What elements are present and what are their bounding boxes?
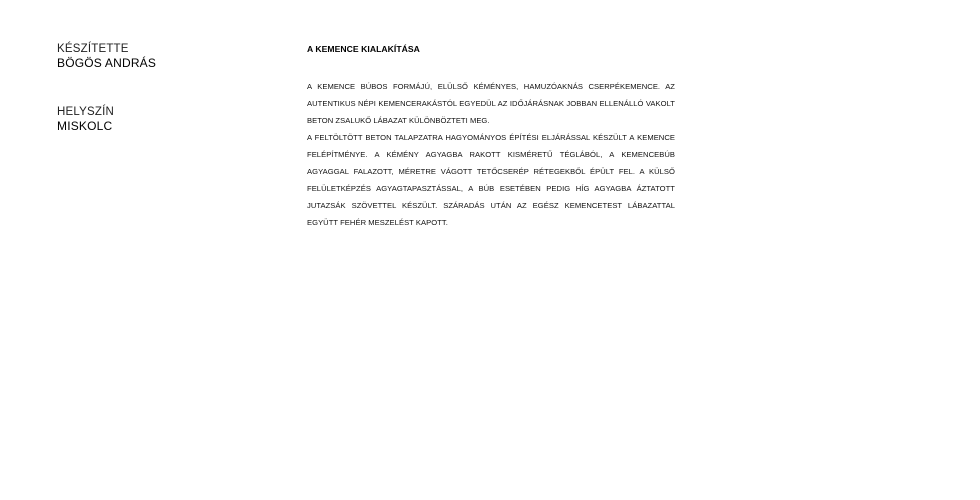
author-name: BÖGÖS ANDRÁS [57, 56, 157, 70]
location-label: HELYSZÍN [57, 106, 114, 118]
description-section [307, 43, 675, 231]
location-name: MISKOLC [57, 119, 113, 133]
meta-spacer [57, 91, 257, 105]
description-paragraph-2: A FELTÖLTÖTT BETON TALAPZATRA HAGYOMÁNYOS ÉPÍTÉSI ELJÁRÁSSAL KÉSZÜLT A KEMENCE FELÉPÍTMÉNYE. A KÉMÉNY AGYAGBA RAKOTT KISMÉRETŰ TÉGLÁBÓL, A KEMENCEBÚB AGYAGGAL FALAZOTT, MÉRETRE VÁGOTT TETŐCSERÉP RÉTEGEKBŐL ÉPÜLT FEL. A KÜLSŐ FELÜLETKÉPZÉS AGYAGTAPASZTÁSSAL, A BÚB ESETÉBEN PEDIG HÍG AGYAGBA ÁZTATOTT JUTAZSÁK SZÖVETTEL KÉSZÜLT. SZÁRADÁS UTÁN AZ EGÉSZ KEMENCETEST LÁBAZATTAL EGYÜTT FEHÉR MESZELÉST KAPOTT. [307, 133, 675, 227]
location-block [57, 105, 257, 134]
description-paragraph-1: A KEMENCE BÚBOS FORMÁJÚ, ELÜLSŐ KÉMÉNYES, HAMUZÓAKNÁS CSERPÉKEMENCE. AZ AUTENTIKUS NÉPI KEMENCERAKÁSTÓL EGYEDÜL AZ IDŐJÁRÁSNAK JOBBAN ELLENÁLLÓ VAKOLT BETON ZSALUKŐ LÁBAZAT KÜLÖNBÖZTETI MEG. [307, 82, 675, 125]
author-block [57, 42, 257, 71]
project-meta [57, 42, 257, 154]
author-label: KÉSZÍTETTE [57, 43, 129, 55]
section-title: A KEMENCE KIALAKÍTÁSA [307, 44, 420, 54]
